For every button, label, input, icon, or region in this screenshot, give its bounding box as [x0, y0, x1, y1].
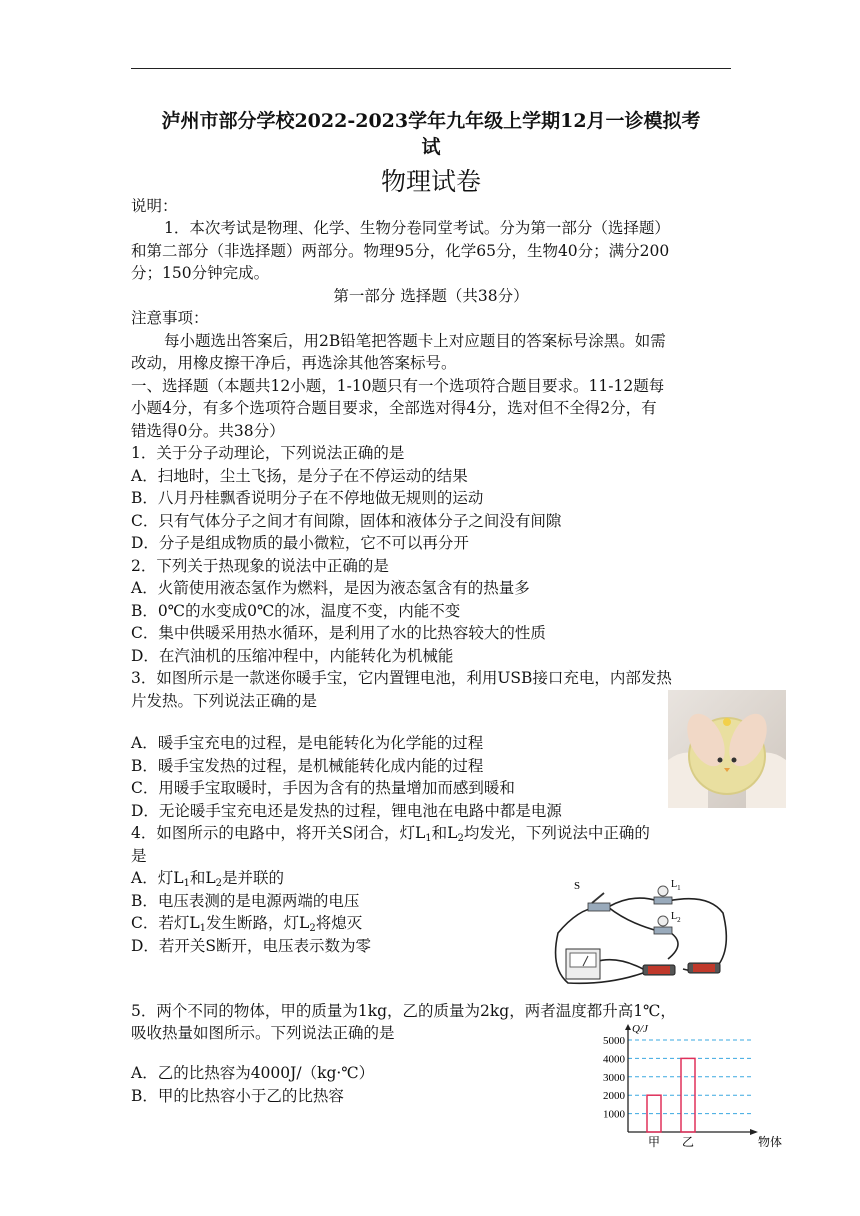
q4-option-d: D．若开关S断开，电压表示数为零: [131, 937, 372, 955]
q2-option-a: A．火箭使用液态氢作为燃料，是因为液态氢含有的热量多: [131, 579, 530, 597]
question-2: 2．下列关于热现象的说法中正确的是: [131, 557, 389, 575]
q2-option-c: C．集中供暖采用热水循环，是利用了水的比热容较大的性质: [131, 624, 546, 642]
lamp1-label: $L_1$: [671, 879, 681, 892]
exam-title-line1: 泸州市部分学校2022-2023学年九年级上学期12月一诊模拟考: [161, 110, 701, 132]
question-4: 4．如图所示的电路中，将开关S闭合，灯$L_1$和$L_2$均发光，下列说法中正确的: [131, 824, 650, 844]
exam-title-line2: 试: [421, 136, 441, 158]
exam-subtitle: 物理试卷: [380, 167, 481, 196]
q2-option-d: D．在汽油机的压缩冲程中，内能转化为机械能: [131, 647, 454, 665]
q4-option-a: A．灯$L_1$和$L_2$是并联的: [131, 869, 285, 889]
y-tick-label: 5000: [603, 1035, 625, 1047]
q1-option-b: B．八月丹桂飘香说明分子在不停地做无规则的运动: [131, 489, 484, 507]
q1-option-c: C．只有气体分子之间才有间隙，固体和液体分子之间没有间隙: [131, 512, 562, 530]
y-tick-label: 1000: [603, 1108, 625, 1121]
x-axis-label: 物体: [758, 1135, 783, 1149]
question-5: 5．两个不同的物体，甲的质量为1kg，乙的质量为2kg，两者温度都升高1℃，: [131, 1002, 676, 1020]
y-axis-arrow: [625, 1024, 631, 1030]
section-heading: 第一部分 选择题（共38分）: [333, 287, 529, 305]
y-axis-label: Q/J: [632, 1023, 648, 1035]
switch-label: S: [574, 880, 581, 892]
q1-option-d: D．分子是组成物质的最小微粒，它不可以再分开: [131, 534, 469, 552]
question-5-cont: 吸收热量如图所示。下列说法正确的是: [131, 1024, 395, 1042]
question-4-cont: 是: [131, 847, 147, 865]
instruction-line: 错选得0分。共38分）: [131, 422, 285, 440]
note-heading: 说明：: [131, 197, 178, 215]
x-axis-arrow: [750, 1129, 758, 1135]
circuit-diagram: [548, 873, 738, 993]
q5-option-a: A．乙的比热容为4000J/（kg·℃）: [131, 1064, 375, 1082]
q3-option-a: A．暖手宝充电的过程，是电能转化为化学能的过程: [131, 734, 484, 752]
attention-line: 改动，用橡皮擦干净后，再选涂其他答案标号。: [131, 354, 457, 372]
attention-heading: 注意事项：: [131, 309, 209, 327]
q4-option-b: B．电压表测的是电源两端的电压: [131, 892, 360, 910]
note-line: 分；150分钟完成。: [131, 264, 270, 282]
question-1: 1．关于分子动理论，下列说法正确的是: [131, 444, 405, 462]
q5-option-b: B．甲的比热容小于乙的比热容: [131, 1087, 344, 1105]
instruction-line: 小题4分，有多个选项符合题目要求，全部选对得4分，选对但不全得2分，有: [131, 399, 657, 417]
q3-option-d: D．无论暖手宝充电还是发热的过程，锂电池在电路中都是电源: [131, 802, 562, 820]
q3-option-c: C．用暖手宝取暖时，手因为含有的热量增加而感到暖和: [131, 779, 515, 797]
note-line: 1．本次考试是物理、化学、生物分卷同堂考试。分为第一部分（选择题）: [164, 219, 670, 237]
q4-option-c: C．若灯$L_1$发生断路，灯$L_2$将熄灭: [131, 914, 363, 934]
header-rule: [131, 68, 731, 69]
q2-option-b: B．0℃的水变成0℃的冰，温度不变，内能不变: [131, 602, 461, 620]
y-tick-label: 4000: [603, 1053, 625, 1066]
y-tick-label: 2000: [603, 1090, 625, 1103]
y-tick-label: 3000: [603, 1071, 625, 1084]
heat-bar-chart: [592, 1022, 792, 1152]
x-tick-label: 甲: [647, 1135, 661, 1149]
note-line: 和第二部分（非选择题）两部分。物理95分，化学65分，生物40分；满分200: [131, 242, 670, 260]
attention-line: 每小题选出答案后，用2B铅笔把答题卡上对应题目的答案标号涂黑。如需: [164, 332, 666, 350]
instruction-line: 一、选择题（本题共12小题，1-10题只有一个选项符合题目要求。11-12题每: [131, 377, 665, 395]
x-tick-label: 乙: [681, 1135, 695, 1149]
question-3: 3．如图所示是一款迷你暖手宝，它内置锂电池，利用USB接口充电，内部发热: [131, 669, 672, 687]
hand-warmer-photo: [668, 690, 786, 808]
lamp2-label: $L_2$: [671, 911, 681, 924]
q1-option-a: A．扫地时，尘土飞扬，是分子在不停运动的结果: [131, 467, 468, 485]
question-3-cont: 片发热。下列说法正确的是: [131, 692, 318, 710]
q3-option-b: B．暖手宝发热的过程，是机械能转化成内能的过程: [131, 757, 484, 775]
